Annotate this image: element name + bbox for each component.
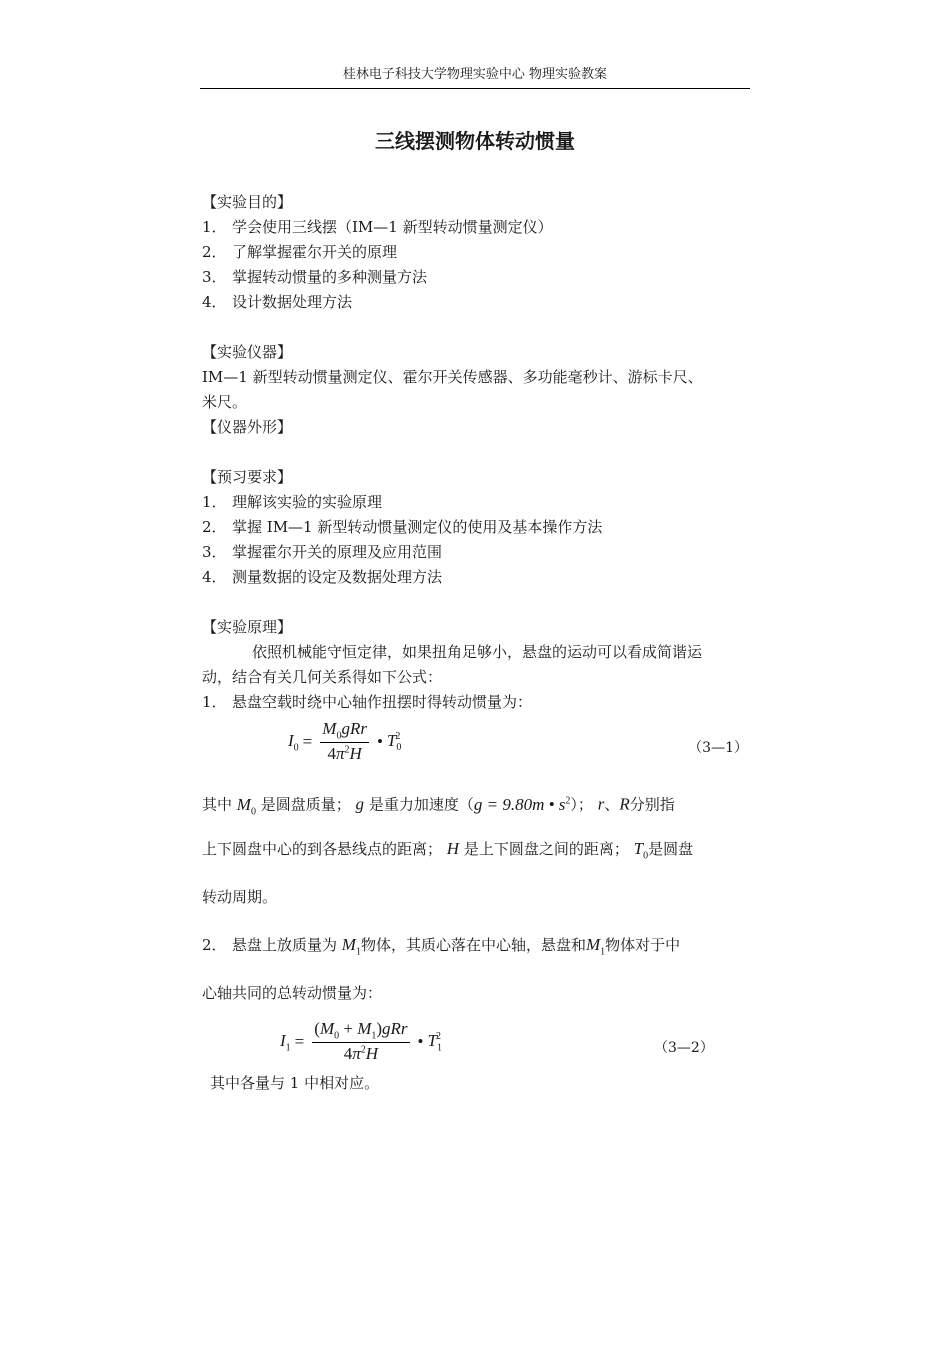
closing-text: 其中各量与 1 中相对应。 xyxy=(210,1074,380,1092)
equation-3-2 xyxy=(202,1017,750,1079)
purpose-item: 3． 掌握转动惯量的多种测量方法 xyxy=(202,268,428,286)
preview-item: 2． 掌握 IM—1 新型转动惯量测定仪的使用及基本操作方法 xyxy=(202,518,603,536)
principle-heading: 【实验原理】 xyxy=(202,618,293,636)
purpose-item: 4． 设计数据处理方法 xyxy=(202,293,353,311)
equation-number: （3—2） xyxy=(654,1040,714,1056)
purpose-item: 1． 学会使用三线摆（IM—1 新型转动惯量测定仪） xyxy=(202,218,553,236)
purpose-item: 2． 了解掌握霍尔开关的原理 xyxy=(202,243,398,261)
apparatus-text: 米尺。 xyxy=(202,393,248,411)
formula: $I_0$ = $\frac{M_0gRr}{4\pi^2H}$ • $T_0^2$ xyxy=(288,719,402,764)
principle-text: 心轴共同的总转动惯量为： xyxy=(202,984,383,1002)
explanation-line: 其中 $M_0$ 是圆盘质量； g 是重力加速度（g = 9.80m • $s^2$）； r、R分别指 xyxy=(202,794,675,818)
purpose-heading: 【实验目的】 xyxy=(202,193,293,211)
header-divider xyxy=(200,88,750,89)
principle-intro: 动，结合有关几何关系得如下公式： xyxy=(202,668,443,686)
apparatus-text: IM—1 新型转动惯量测定仪、霍尔开关传感器、多功能毫秒计、游标卡尺、 xyxy=(202,368,703,386)
page-header: 桂林电子科技大学物理实验中心 物理实验教案 xyxy=(342,67,608,82)
page-title: 三线摆测物体转动惯量 xyxy=(375,129,575,153)
instrument-shape-heading: 【仪器外形】 xyxy=(202,418,293,436)
equation-number: （3—1） xyxy=(688,740,748,756)
formula: $I_1$ = $\frac{(M_0 + M_1)gRr}{4\pi^2H}$ • $T_1^2$ xyxy=(280,1019,442,1064)
equation-3-1 xyxy=(202,715,750,777)
preview-item: 3． 掌握霍尔开关的原理及应用范围 xyxy=(202,543,443,561)
principle-item: 1． 悬盘空载时绕中心轴作扭摆时得转动惯量为： xyxy=(202,693,533,711)
principle-item: 2． 悬盘上放质量为 $M_1$物体，其质心落在中心轴，悬盘和$M_1$物体对于中 xyxy=(202,935,681,958)
apparatus-heading: 【实验仪器】 xyxy=(202,343,293,361)
preview-heading: 【预习要求】 xyxy=(202,468,293,486)
explanation-line: 转动周期。 xyxy=(202,888,278,906)
principle-intro: 依照机械能守恒定律，如果扭角足够小，悬盘的运动可以看成简谐运 xyxy=(252,643,703,661)
explanation-line: 上下圆盘中心的到各悬线点的距离； H 是上下圆盘之间的距离； $T_0$是圆盘 xyxy=(202,839,694,862)
preview-item: 1． 理解该实验的实验原理 xyxy=(202,493,383,511)
preview-item: 4． 测量数据的设定及数据处理方法 xyxy=(202,568,443,586)
document-body xyxy=(202,190,750,1096)
